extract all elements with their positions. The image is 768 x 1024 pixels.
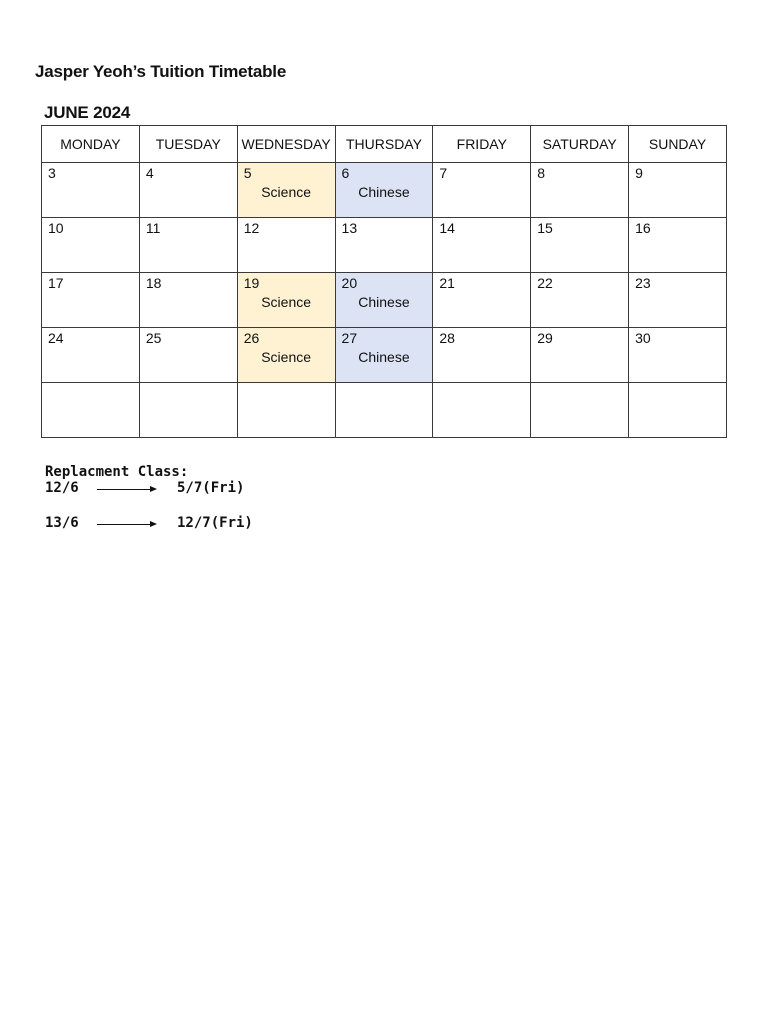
calendar-week-row (42, 328, 727, 383)
calendar-day-cell (237, 163, 335, 218)
calendar-day-cell (433, 218, 531, 273)
replacement-item (45, 515, 253, 539)
calendar-day-cell (433, 163, 531, 218)
day-number: 16 (635, 220, 651, 236)
class-subject: Chinese (358, 294, 410, 310)
replacement-heading: Replacment Class: (45, 464, 189, 480)
day-number: 20 (341, 275, 358, 291)
original-date: 12/6 (45, 480, 79, 496)
calendar-day-cell (433, 328, 531, 383)
calendar-week-row (42, 273, 727, 328)
month-label: JUNE 2024 (44, 103, 131, 122)
day-number: 25 (145, 330, 162, 346)
calendar-day-cell (629, 328, 727, 383)
calendar-day-cell (335, 383, 433, 438)
calendar-day-cell (237, 218, 335, 273)
class-subject: Science (261, 349, 312, 365)
day-number: 29 (537, 330, 553, 346)
calendar-day-cell (42, 273, 140, 328)
weekday-header: WEDNESDAY (237, 126, 335, 163)
class-subject: Science (261, 294, 312, 310)
day-number: 13 (341, 220, 358, 236)
calendar-day-cell (139, 273, 237, 328)
right-arrow-icon (97, 489, 155, 490)
calendar-day-cell (433, 273, 531, 328)
calendar-day-cell (629, 273, 727, 328)
weekday-header: SUNDAY (629, 126, 727, 163)
calendar-day-cell (433, 383, 531, 438)
calendar-day-cell (42, 383, 140, 438)
day-number: 7 (439, 165, 448, 181)
class-subject: Chinese (358, 349, 410, 365)
calendar-day-cell (531, 273, 629, 328)
class-subject: Science (261, 184, 312, 200)
weekday-header-row (42, 126, 727, 163)
calendar-day-cell (42, 328, 140, 383)
calendar-day-cell (531, 328, 629, 383)
calendar-day-cell (629, 163, 727, 218)
calendar-day-cell (335, 218, 433, 273)
day-number: 4 (145, 165, 154, 181)
calendar-day-cell (335, 328, 433, 383)
day-number: 21 (439, 275, 455, 291)
calendar-day-cell (531, 163, 629, 218)
calendar-day-cell (139, 328, 237, 383)
day-number: 15 (537, 220, 553, 236)
replacement-notes (45, 464, 253, 539)
weekday-header: FRIDAY (433, 126, 531, 163)
replacement-item (45, 480, 245, 504)
replacement-date: 5/7(Fri) (177, 480, 245, 496)
replacement-date: 12/7(Fri) (177, 515, 253, 531)
calendar-day-cell (237, 273, 335, 328)
calendar-day-cell (335, 273, 433, 328)
calendar-day-cell (139, 383, 237, 438)
calendar-week-row (42, 218, 727, 273)
calendar-table (41, 125, 727, 438)
calendar-day-cell (237, 328, 335, 383)
calendar-day-cell (42, 218, 140, 273)
calendar-day-cell (139, 218, 237, 273)
calendar-day-cell (237, 383, 335, 438)
day-number: 6 (341, 165, 350, 181)
day-number: 27 (341, 330, 358, 346)
weekday-header: MONDAY (42, 126, 140, 163)
calendar-day-cell (335, 163, 433, 218)
weekday-header: THURSDAY (335, 126, 433, 163)
calendar-day-cell (531, 383, 629, 438)
day-number: 3 (48, 165, 56, 181)
calendar-day-cell (531, 218, 629, 273)
calendar-day-cell (139, 163, 237, 218)
day-number: 17 (48, 275, 64, 291)
day-number: 26 (243, 330, 260, 346)
day-number: 22 (537, 275, 553, 291)
day-number: 8 (537, 165, 546, 181)
day-number: 12 (243, 220, 260, 236)
day-number: 28 (439, 330, 455, 346)
class-subject: Chinese (358, 184, 410, 200)
day-number: 5 (243, 165, 252, 181)
day-number: 9 (635, 165, 643, 181)
day-number: 18 (145, 275, 162, 291)
weekday-header: TUESDAY (139, 126, 237, 163)
calendar-day-cell (629, 218, 727, 273)
calendar-day-cell (42, 163, 140, 218)
weekday-header: SATURDAY (531, 126, 629, 163)
right-arrow-icon (97, 524, 155, 525)
calendar-day-cell (629, 383, 727, 438)
day-number: 30 (635, 330, 651, 346)
day-number: 24 (48, 330, 64, 346)
day-number: 14 (439, 220, 455, 236)
day-number: 23 (635, 275, 651, 291)
day-number: 11 (145, 220, 161, 236)
day-number: 10 (48, 220, 64, 236)
calendar-week-row (42, 163, 727, 218)
day-number: 19 (243, 275, 260, 291)
document-title: Jasper Yeoh’s Tuition Timetable (35, 62, 287, 81)
calendar-week-row (42, 383, 727, 438)
original-date: 13/6 (45, 515, 79, 531)
